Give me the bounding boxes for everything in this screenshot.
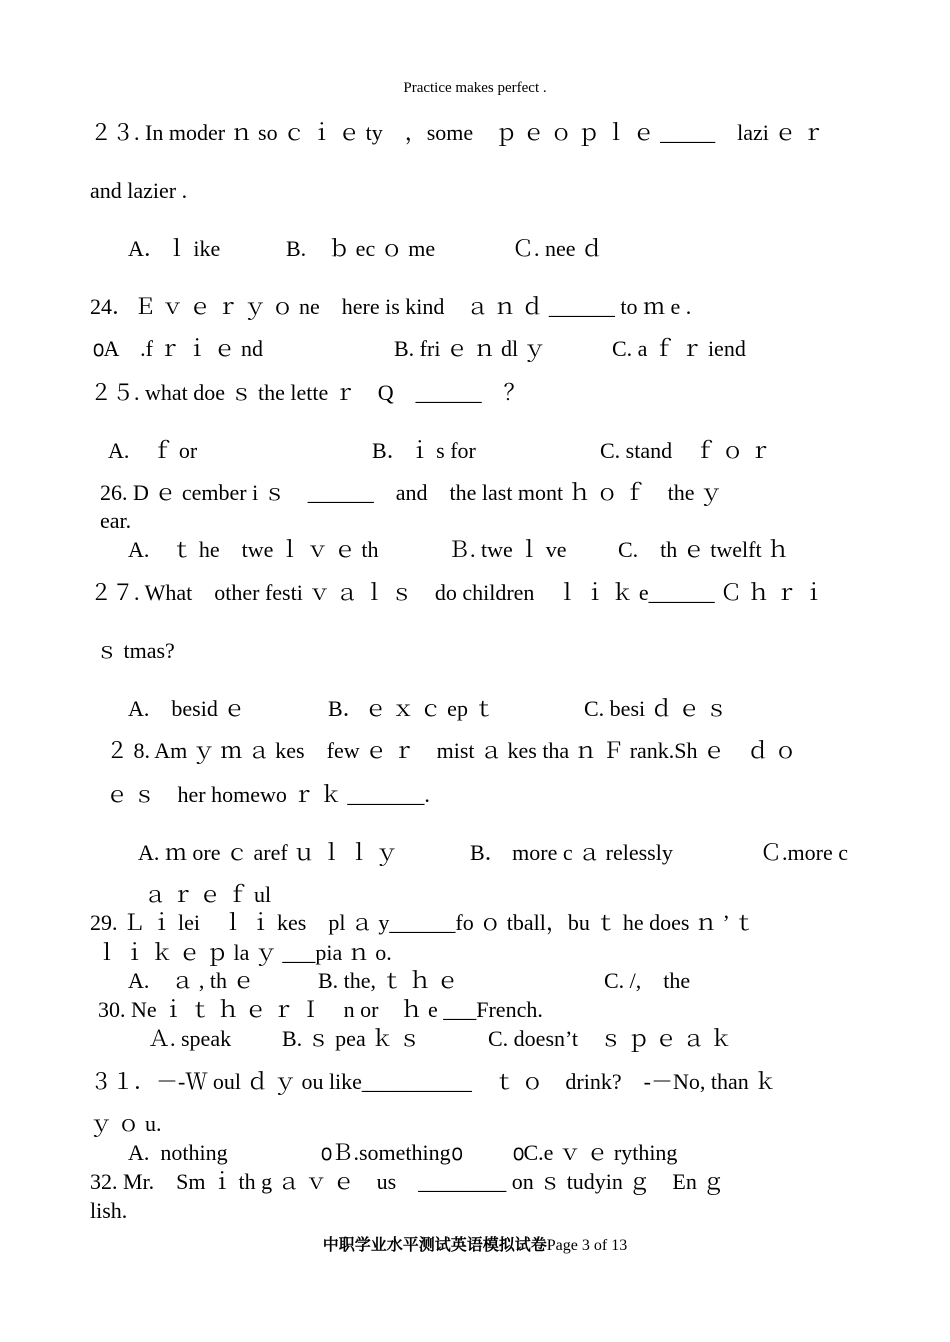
- question-31-stem: ３１．－-Ｗ oul ｄ ｙ ou like__________ ｔ ｏ drink? -－No, than ｋ: [90, 1069, 777, 1094]
- question-26-stem-cont: ear.: [100, 508, 132, 533]
- question-31-stem-cont: ｙ ｏ u.: [90, 1111, 162, 1136]
- question-24-option-c: C. a ｆ ｒ iend: [612, 336, 746, 361]
- question-30-stem: 30. Ne ｉ ｔ ｈ ｅ ｒ Ｉ n or ｈ e ___French.: [98, 997, 543, 1022]
- question-27-option-c: C. besi ｄ ｅ ｓ: [584, 696, 728, 721]
- question-23-stem-cont: and lazier .: [90, 178, 188, 203]
- question-23-stem: ２３. In moder ｎ so ｃ ｉ ｅ ty ，some ｐ ｅ ｏ ｐ ｌ ｅ _____ lazi ｅ ｒ: [90, 120, 824, 145]
- page-header: Practice makes perfect .: [403, 80, 547, 96]
- question-28-stem: ２ 8. Am ｙ ｍ ａ kes few ｅ ｒ mist ａ kes tha ｎ Ｆ rank.Sh ｅ ｄ ｏ: [106, 738, 797, 763]
- question-27-option-b: B．ｅ ｘ ｃ ep ｔ: [328, 696, 496, 721]
- question-30-option-a: Ａ. speak: [148, 1026, 232, 1051]
- question-27-option-a: A. besid ｅ: [128, 696, 246, 721]
- question-31-option-a: A. nothing: [128, 1140, 228, 1165]
- question-30-option-b: B. ｓ pea ｋ ｓ: [282, 1026, 421, 1051]
- question-24-stem: 24．Ｅ ｖ ｅ ｒ ｙ ｏ ne here is kind ａ ｎ ｄ ______ to ｍ e .: [90, 294, 692, 319]
- page-footer: [0, 1232, 950, 1255]
- question-28-option-b: B． more c ａ relessly: [470, 840, 673, 865]
- question-28-option-a: A. ｍ ore ｃ aref ｕ ｌ ｌ ｙ: [138, 840, 398, 865]
- question-24-option-a: ൦A .f ｒ ｉ ｅ nd: [92, 336, 263, 361]
- question-24-option-b: B. fri ｅ ｎ dl ｙ: [394, 336, 546, 361]
- question-32-stem: 32. Mr. Sm ｉ th g ａ ｖ ｅ us ________ on ｓ tudyin ｇ En ｇ: [90, 1169, 725, 1194]
- question-25-option-b: B．ｉ s for: [372, 438, 476, 463]
- question-32-stem-cont: lish.: [90, 1198, 128, 1223]
- question-28-stem-cont: ｅ ｓ her homewo ｒ ｋ _______.: [106, 782, 430, 807]
- question-26-option-b: Ｂ. twe ｌ ve: [448, 537, 567, 562]
- question-28-option-c-cont: ａ ｒ ｅ ｆ ul: [144, 882, 272, 907]
- footer-title: 中职学业水平测试英语模拟试卷: [322, 1235, 547, 1254]
- question-26-option-c: C. th ｅ twelft ｈ: [618, 537, 790, 562]
- footer-page-number: Page 3 of 13: [546, 1237, 628, 1254]
- question-28-option-c: Ｃ.more c: [760, 840, 848, 865]
- question-29-option-c: C. /, the: [604, 968, 691, 993]
- question-26-option-a: A. ｔ he twe ｌ ｖ ｅ th: [128, 537, 379, 562]
- question-29-option-b: B. the, ｔ ｈ ｅ: [318, 968, 459, 993]
- question-29-stem: 29. Ｌ ｉ lei ｌ ｉ kes pl ａ y______fo ｏ tball，bu ｔ he does ｎ ’ ｔ: [90, 910, 756, 935]
- question-23-option-c: Ｃ. nee ｄ: [512, 236, 604, 261]
- question-26-stem: 26. D ｅ cember i ｓ ______ and the last mont ｈ ｏ ｆ the ｙ: [100, 480, 723, 505]
- question-27-stem-cont: ｓ tmas?: [96, 638, 175, 663]
- question-25-option-a: A. ｆ or: [108, 438, 198, 463]
- question-31-option-c: ൦C.e ｖ ｅ rything: [512, 1140, 678, 1165]
- question-29-option-a: A. ａ , th ｅ: [128, 968, 255, 993]
- question-27-stem: ２７. What other festi ｖ ａ ｌ ｓ do children ｌ ｉ ｋ e______ Ｃ ｈ ｒ ｉ: [90, 580, 825, 605]
- question-31-option-b: ൦Ｂ.something൦: [320, 1140, 463, 1165]
- question-25-stem: ２５. what doe ｓ the lette ｒ Q ______ ？: [90, 380, 526, 405]
- question-23-option-b: B. ｂ ec ｏ me: [286, 236, 436, 261]
- question-25-option-c: C. stand ｆ ｏ ｒ: [600, 438, 772, 463]
- question-29-stem-cont: ｌ ｉ ｋ ｅ ｐ la ｙ ___pia ｎ o.: [96, 940, 392, 965]
- question-30-option-c: C. doesn’t ｓ ｐ ｅ ａ ｋ: [488, 1026, 733, 1051]
- question-23-option-a: A．ｌ ike: [128, 236, 221, 261]
